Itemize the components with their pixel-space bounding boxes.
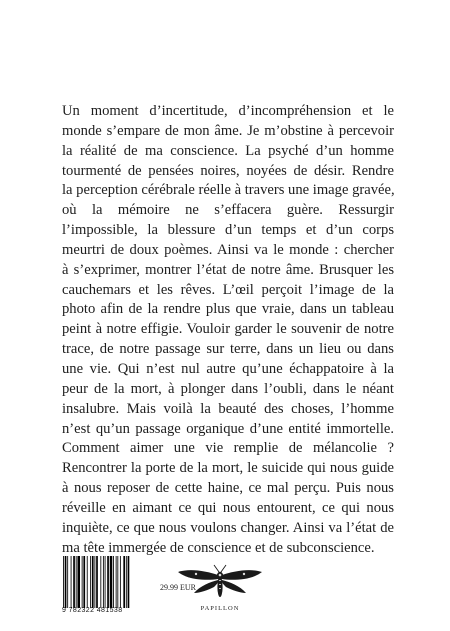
text-line: meurtri de doux poèmes. Ainsi va le monde : chercher [62, 241, 394, 258]
text-line: insalubre. Mais voilà la beauté des choses, l’homme [62, 400, 394, 417]
barcode-digits: 9 782322 481538 [62, 607, 123, 614]
text-line: l’impossible, la blessure d’un temps et d’un corps [62, 222, 394, 239]
text-line: tourmenté de pensées noires, noyées de désir. Rendre [62, 162, 394, 179]
text-line: trace, de notre passage sur terre, dans un lieu ou dans [62, 341, 394, 358]
text-line: ma tête immergée de conscience et de subconscience. [62, 539, 375, 556]
back-cover-text [62, 102, 394, 558]
text-line: peint à notre effigie. Vouloir garder le souvenir de notre [62, 321, 394, 338]
text-line: peur de la mort, à plonger dans l’oubli, dans le néant [62, 380, 394, 397]
barcode [62, 556, 150, 608]
text-line: à nous reposer de cette haine, ce mal perçu. Puis nous [62, 480, 394, 497]
text-line: à s’exprimer, montrer l’état de notre âme. Brusquer les [62, 261, 394, 278]
text-line: la réalité de ma conscience. La psyché d’un homme [62, 142, 394, 159]
text-line: Rencontrer la porte de la mort, le suicide qui nous guide [62, 460, 394, 477]
text-line: la perception cérébrale réelle à travers une image gravée, [62, 182, 395, 199]
text-line: réveille en aimant ce qui nous entourent, ce qui nous [62, 499, 394, 516]
text-line: inquiète, ce que nous voulons changer. Ainsi va l’état de [62, 519, 394, 536]
text-line: Un moment d’incertitude, d’incompréhension et le [62, 103, 394, 119]
publisher-name: PAPILLON [200, 605, 240, 612]
price-label: 29.99 EUR [160, 583, 196, 592]
text-line: photo afin de la rendre plus que vraie, dans un tableau [62, 301, 394, 318]
text-line: Comment aimer une vie remplie de mélancolie ? [62, 440, 394, 457]
text-line: cauchemars et les rêves. L’œil perçoit l’image de la [62, 281, 394, 298]
text-line: où la mémoire ne s’effacera guère. Ressurgir [62, 202, 394, 219]
text-line: monde s’empare de mon âme. Je m’obstine à percevoir [62, 122, 394, 139]
moth-icon [176, 562, 264, 602]
text-line: une vie. Qui n’est nul autre qu’une échappatoire à la [62, 360, 394, 377]
text-line: n’est qu’un passage organique d’une entité immortelle. [62, 420, 394, 437]
